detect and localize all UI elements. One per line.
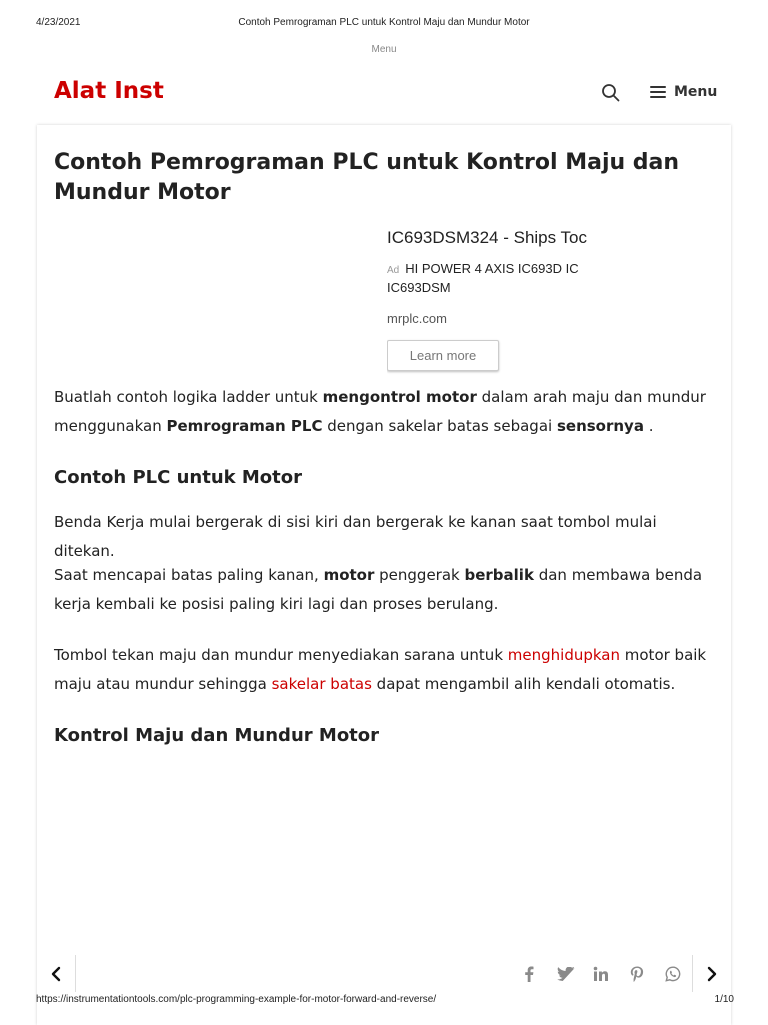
bold-text: sensornya bbox=[556, 417, 644, 435]
print-date: 4/23/2021 bbox=[36, 17, 81, 28]
text: dengan sakelar batas sebagai bbox=[322, 417, 557, 435]
text: Buatlah contoh logika ladder untuk bbox=[54, 388, 323, 406]
ad-box[interactable] bbox=[387, 224, 599, 379]
twitter-icon bbox=[557, 967, 575, 982]
ad-description-text: HI POWER 4 AXIS IC693D IC bbox=[405, 261, 579, 276]
bold-text: motor bbox=[323, 566, 375, 584]
share-pinterest-button[interactable] bbox=[627, 964, 647, 984]
ad-description-line2: IC693DSM bbox=[387, 280, 451, 295]
paragraph-2 bbox=[54, 561, 714, 619]
link-sakelar-batas[interactable]: sakelar batas bbox=[271, 675, 372, 693]
ad-description-line1 bbox=[387, 261, 579, 276]
share-linkedin-button[interactable] bbox=[591, 964, 611, 984]
paragraph-1: Benda Kerja mulai bergerak di sisi kiri dan bergerak ke kanan saat tombol mulai ditekan. bbox=[54, 513, 657, 560]
link-menghidupkan[interactable]: menghidupkan bbox=[507, 646, 620, 664]
intro-paragraph bbox=[54, 383, 714, 441]
bottom-share-bar bbox=[37, 955, 731, 992]
bold-text: Pemrograman PLC bbox=[166, 417, 323, 435]
print-header bbox=[0, 17, 768, 31]
previous-post-button[interactable] bbox=[37, 955, 76, 992]
print-url: https://instrumentationtools.com/plc-programming-example-for-motor-forward-and-reverse/ bbox=[36, 994, 437, 1005]
print-title: Contoh Pemrograman PLC untuk Kontrol Maju dan Mundur Motor bbox=[238, 17, 530, 28]
menu-label: Menu bbox=[674, 84, 718, 100]
text: . bbox=[643, 417, 654, 435]
ad-headline[interactable]: IC693DSM324 - Ships Toc bbox=[387, 228, 588, 247]
share-whatsapp-button[interactable] bbox=[663, 964, 683, 984]
search-icon bbox=[600, 82, 622, 104]
text: motor baik maju atau mundur sehingga bbox=[54, 646, 707, 693]
menu-button[interactable] bbox=[650, 80, 717, 104]
text: dapat mengambil alih kendali otomatis. bbox=[371, 675, 676, 693]
text: Saat mencapai batas paling kanan, bbox=[54, 566, 324, 584]
next-post-button[interactable] bbox=[692, 955, 731, 992]
ad-learn-more-button[interactable]: Learn more bbox=[387, 340, 499, 371]
share-facebook-button[interactable] bbox=[519, 964, 539, 984]
share-twitter-button[interactable] bbox=[556, 964, 576, 984]
print-page-number: 1/10 bbox=[714, 994, 734, 1005]
whatsapp-icon bbox=[665, 966, 681, 982]
top-menu-link[interactable]: Menu bbox=[371, 44, 397, 55]
search-button[interactable] bbox=[600, 82, 622, 104]
text: dan membawa benda kerja kembali ke posisi paling kiri lagi dan proses berulang. bbox=[54, 566, 703, 613]
site-title[interactable]: Alat Inst bbox=[54, 78, 164, 104]
bold-text: mengontrol motor bbox=[322, 388, 477, 406]
site-header bbox=[0, 72, 768, 116]
hamburger-icon bbox=[650, 86, 666, 98]
print-footer bbox=[0, 994, 768, 1008]
section-heading-plc-motor: Contoh PLC untuk Motor bbox=[54, 467, 302, 488]
linkedin-icon bbox=[593, 966, 609, 982]
pinterest-icon bbox=[630, 966, 644, 983]
page-title: Contoh Pemrograman PLC untuk Kontrol Maju dan Mundur Motor bbox=[54, 150, 680, 205]
text: penggerak bbox=[374, 566, 465, 584]
text: dalam arah maju dan mundur menggunakan bbox=[54, 388, 706, 435]
ad-domain[interactable]: mrplc.com bbox=[387, 311, 447, 326]
ad-tag: Ad bbox=[387, 265, 400, 276]
paragraph-3 bbox=[54, 641, 714, 699]
chevron-right-icon bbox=[705, 966, 719, 982]
text: Tombol tekan maju dan mundur menyediakan sarana untuk bbox=[54, 646, 508, 664]
bold-text: berbalik bbox=[464, 566, 534, 584]
facebook-icon bbox=[524, 966, 534, 982]
chevron-left-icon bbox=[49, 966, 63, 982]
section-heading-kontrol: Kontrol Maju dan Mundur Motor bbox=[54, 725, 380, 746]
